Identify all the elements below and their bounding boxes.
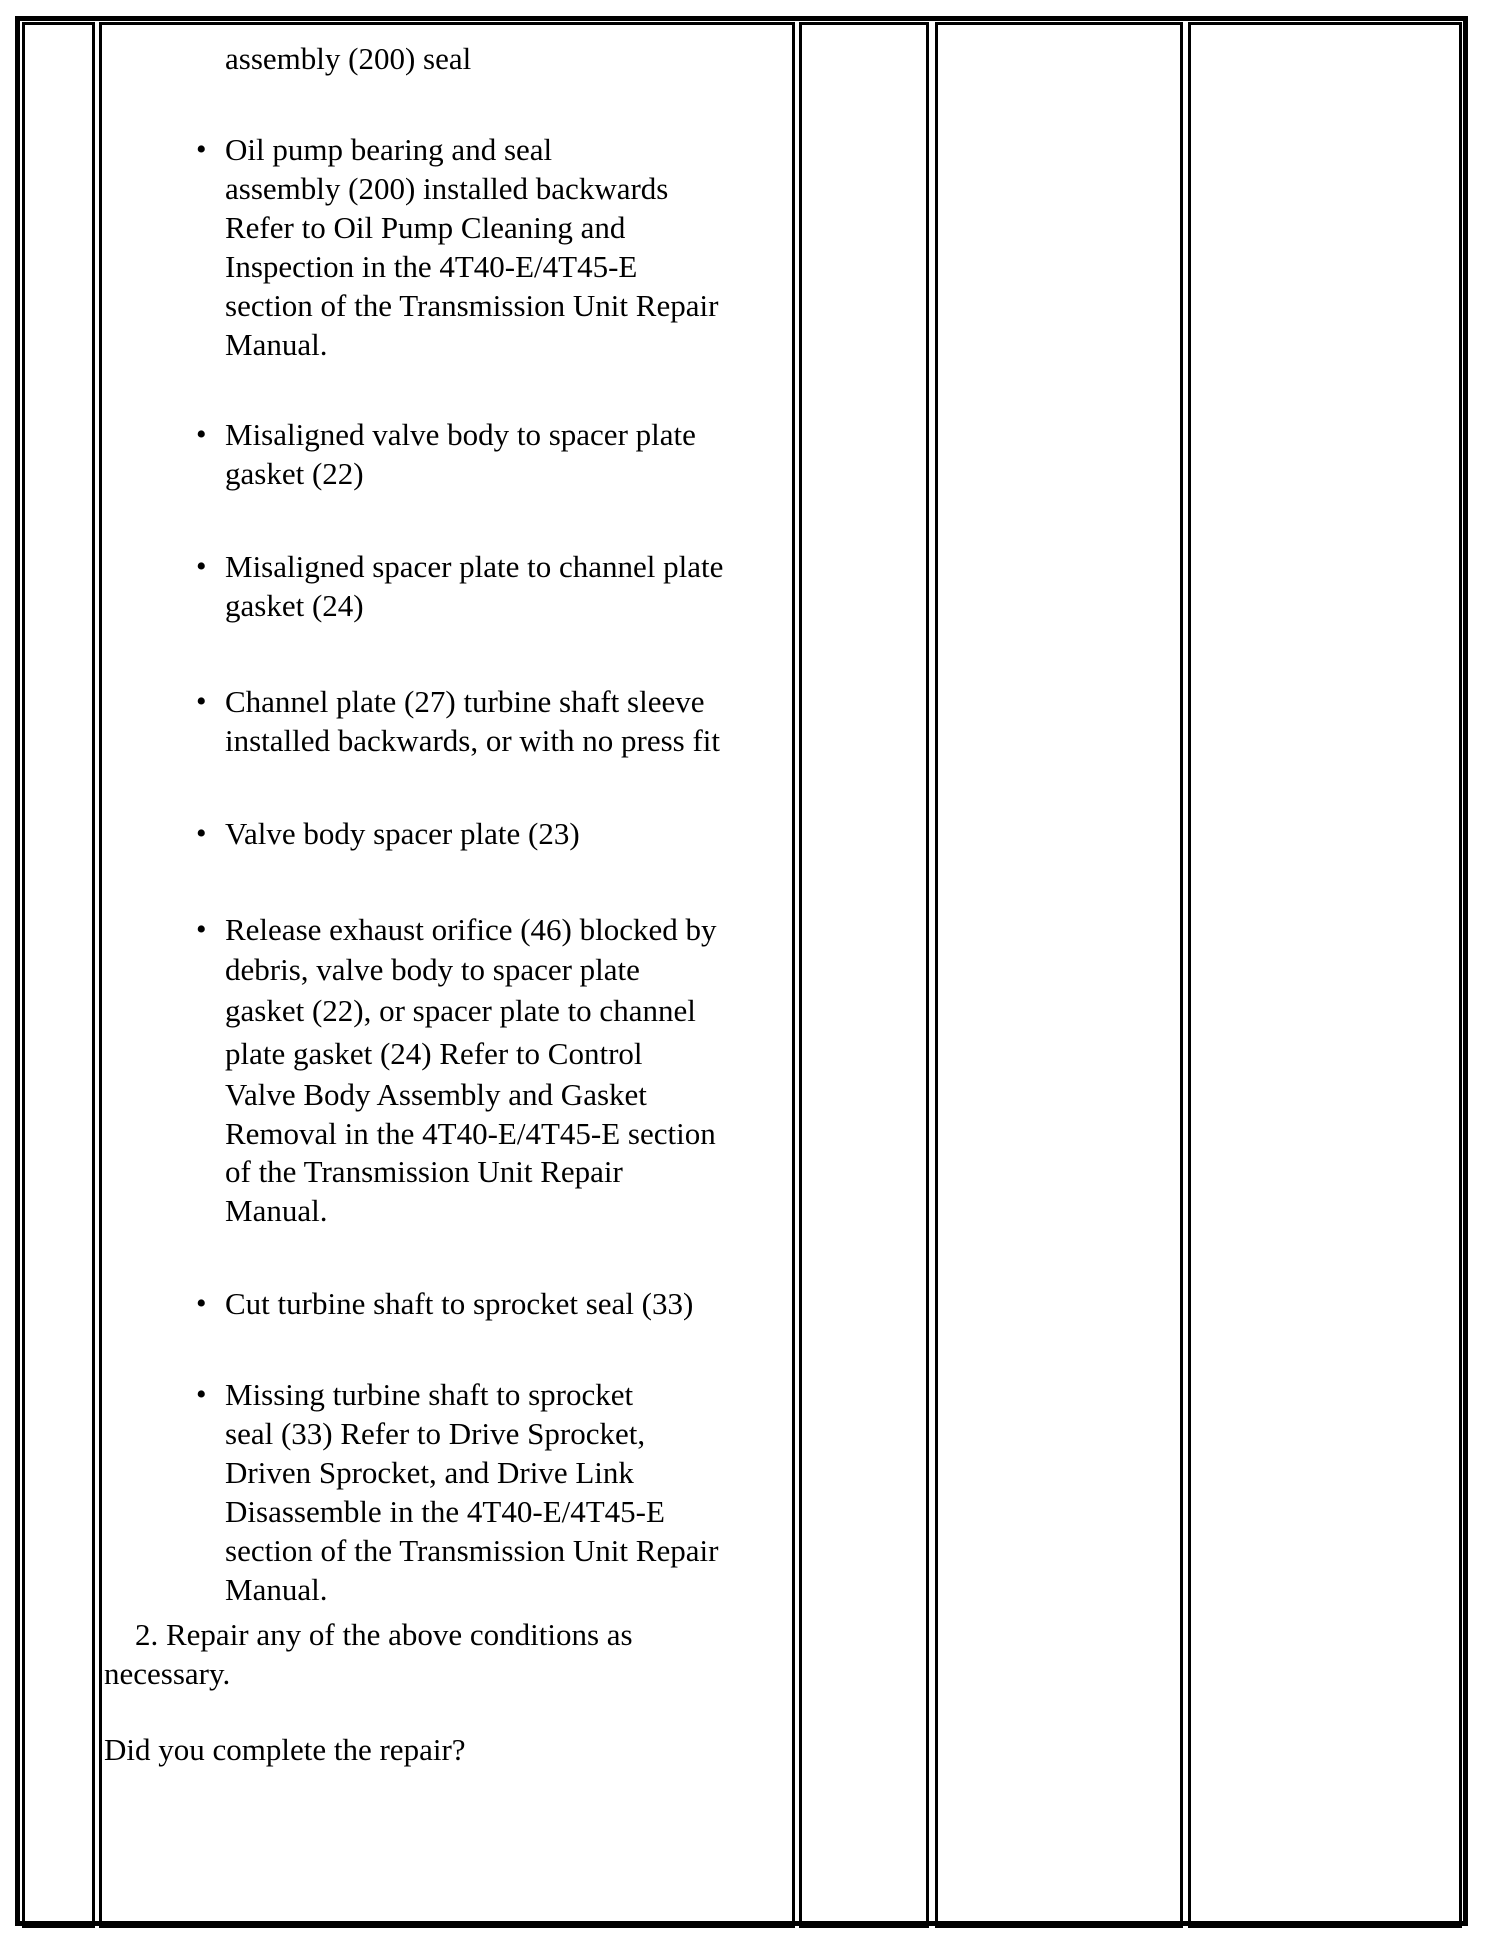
- text-line: Manual.: [225, 1572, 328, 1607]
- text-line: Driven Sprocket, and Drive Link: [225, 1455, 634, 1490]
- text-line: assembly (200) seal: [225, 41, 472, 76]
- text-line: Valve Body Assembly and Gasket: [225, 1077, 647, 1112]
- text-line: gasket (22), or spacer plate to channel: [225, 993, 696, 1028]
- text-line: Cut turbine shaft to sprocket seal (33): [225, 1286, 694, 1321]
- text-line: Disassemble in the 4T40-E/4T45-E: [225, 1494, 665, 1529]
- text-line: seal (33) Refer to Drive Sprocket,: [225, 1416, 646, 1451]
- text-line: Channel plate (27) turbine shaft sleeve: [225, 684, 705, 719]
- step-text: necessary.: [104, 1656, 231, 1691]
- text-line: section of the Transmission Unit Repair: [225, 288, 719, 323]
- text-line: Misaligned spacer plate to channel plate: [225, 549, 724, 584]
- text-line: gasket (24): [225, 588, 364, 623]
- text-line: Missing turbine shaft to sprocket: [225, 1377, 634, 1412]
- text-line: Refer to Oil Pump Cleaning and: [225, 210, 626, 245]
- text-line: Inspection in the 4T40-E/4T45-E: [225, 249, 638, 284]
- text-line: debris, valve body to spacer plate: [225, 952, 640, 987]
- bullet-icon: •: [196, 1378, 207, 1411]
- text-line: Oil pump bearing and seal: [225, 132, 553, 167]
- bullet-icon: •: [196, 418, 207, 451]
- bullet-icon: •: [196, 133, 207, 166]
- text-line: Valve body spacer plate (23): [225, 816, 580, 851]
- text-line: Manual.: [225, 1193, 328, 1228]
- bullet-icon: •: [196, 1287, 207, 1320]
- bullet-icon: •: [196, 913, 207, 946]
- step-text: 2. Repair any of the above conditions as: [104, 1617, 633, 1652]
- text-line: Manual.: [225, 327, 328, 362]
- question-text: Did you complete the repair?: [104, 1732, 466, 1767]
- bullet-icon: •: [196, 550, 207, 583]
- text-line: assembly (200) installed backwards: [225, 171, 669, 206]
- text-line: Removal in the 4T40-E/4T45-E section: [225, 1116, 716, 1151]
- text-line: section of the Transmission Unit Repair: [225, 1533, 719, 1568]
- bullet-icon: •: [196, 685, 207, 718]
- text-line: gasket (22): [225, 456, 364, 491]
- bullet-icon: •: [196, 817, 207, 850]
- text-line: plate gasket (24) Refer to Control: [225, 1036, 643, 1071]
- text-line: Release exhaust orifice (46) blocked by: [225, 912, 717, 947]
- text-line: Misaligned valve body to spacer plate: [225, 417, 696, 452]
- text-line: of the Transmission Unit Repair: [225, 1154, 623, 1189]
- text-line: installed backwards, or with no press fit: [225, 723, 721, 758]
